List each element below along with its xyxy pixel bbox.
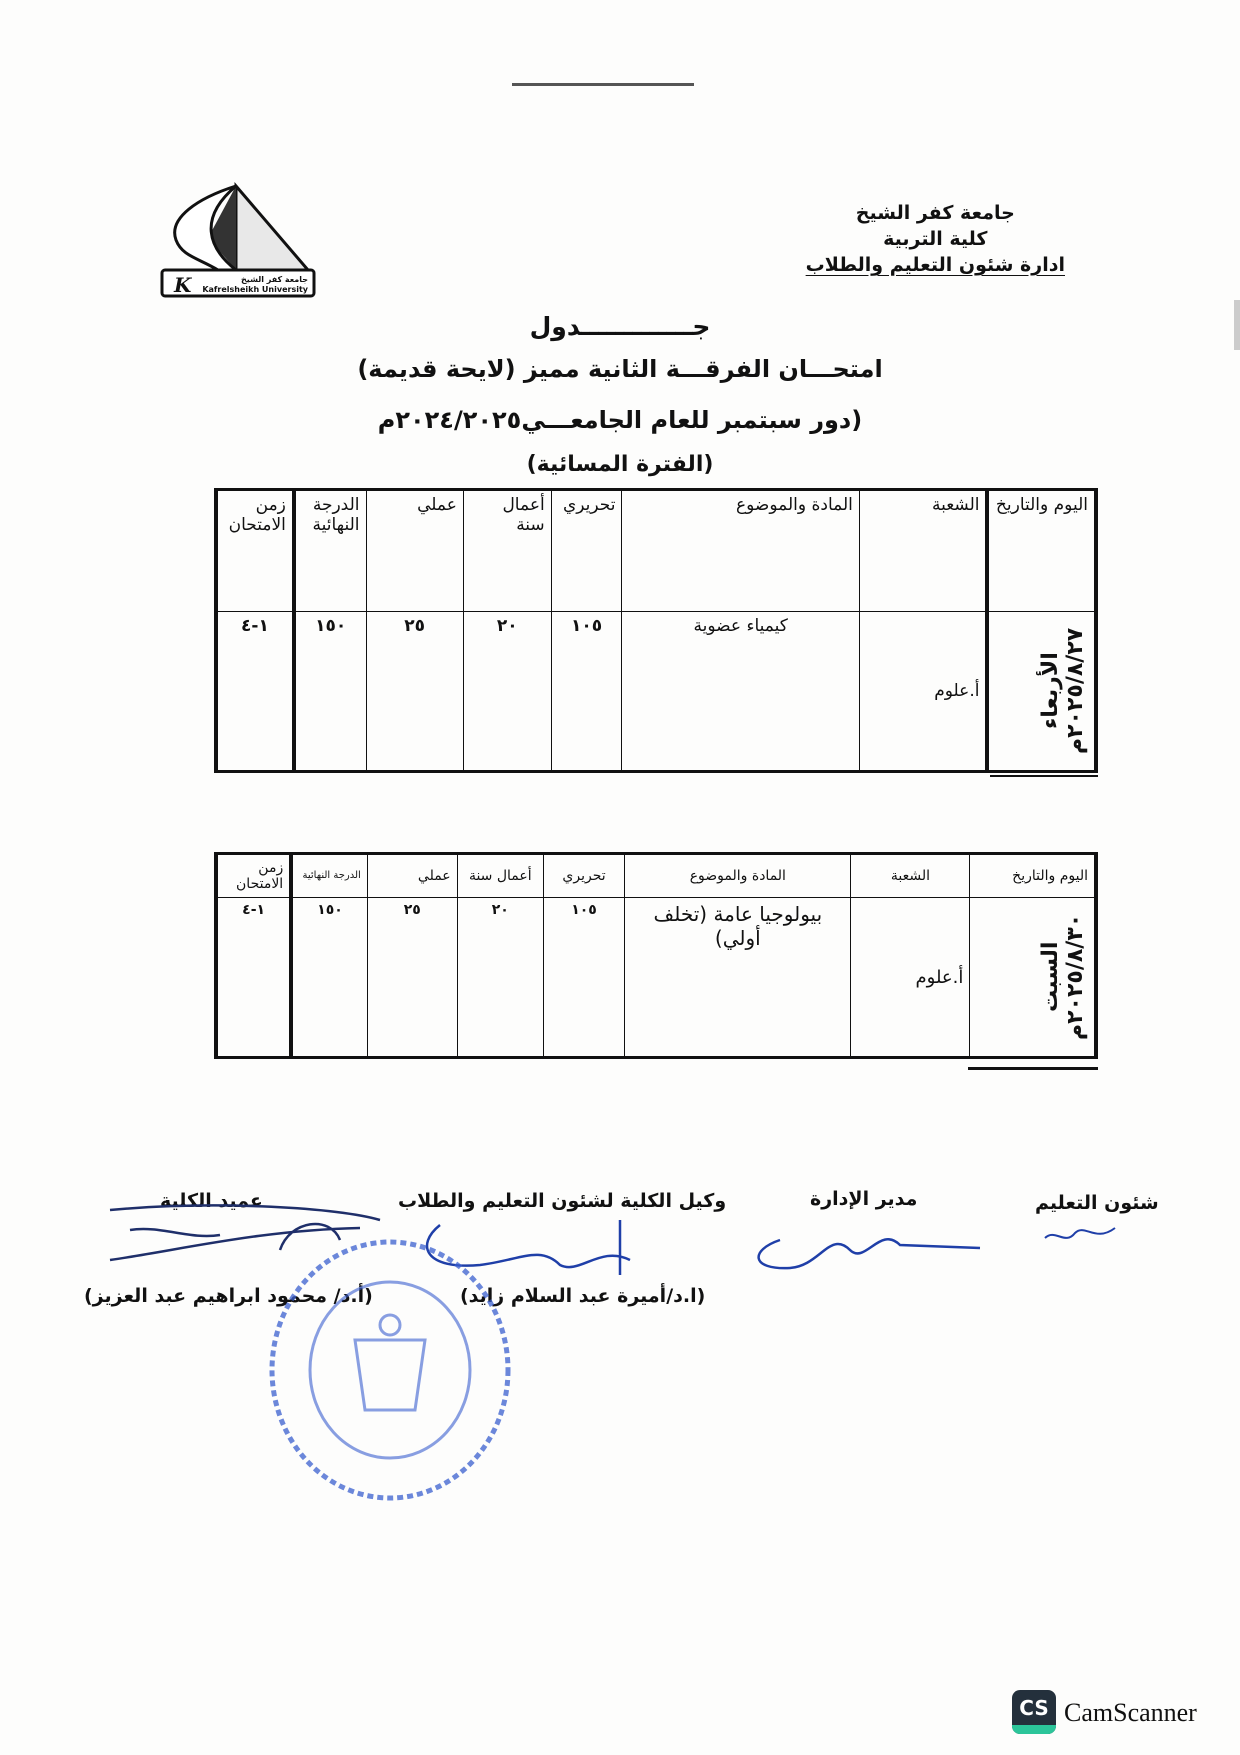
header-subject: المادة والموضوع	[625, 854, 851, 898]
cell-written: ١٠٥	[543, 898, 624, 1058]
header-coursework: أعمال سنة	[463, 490, 551, 612]
header-exam-time: زمن الامتحان	[216, 854, 291, 898]
exam-table-1	[214, 488, 1098, 773]
header-coursework: أعمال سنة	[457, 854, 543, 898]
header-written: تحريري	[543, 854, 624, 898]
department-name: ادارة شئون التعليم والطلاب	[805, 254, 1065, 276]
svg-text:K: K	[174, 273, 192, 297]
exam-title: امتحـــان الفرقـــة الثانية مميز (لايحة قديمة)	[357, 355, 883, 383]
table1-underline	[990, 775, 1098, 777]
sig-affairs-title: شئون التعليم	[1035, 1192, 1159, 1214]
header-final-grade: الدرجة النهائية	[294, 490, 366, 612]
camscanner-label: CamScanner	[1064, 1698, 1197, 1727]
table-header-row	[216, 854, 1096, 898]
svg-text:جامعة كفر الشيخ: جامعة كفر الشيخ	[241, 275, 308, 284]
university-logo	[158, 178, 320, 300]
faculty-name: كلية التربية	[883, 228, 988, 250]
header-exam-time: زمن الامتحان	[216, 490, 294, 612]
table-row	[216, 612, 1096, 772]
header-division: الشعبة	[859, 490, 987, 612]
signature-affairs-icon	[1040, 1218, 1120, 1248]
header-written: تحريري	[551, 490, 622, 612]
cell-final-grade: ١٥٠	[294, 612, 366, 772]
sig-director-title: مدير الإدارة	[810, 1188, 918, 1210]
cell-coursework: ٢٠	[457, 898, 543, 1058]
cell-day-date: السبت ٢٠٢٥/٨/٣٠م	[970, 898, 1096, 1058]
header-final-grade: الدرجة النهائية	[291, 854, 367, 898]
table-row	[216, 898, 1096, 1058]
logo-sail-icon	[158, 178, 320, 300]
sig-vice-dean-title: وكيل الكلية لشئون التعليم والطلاب	[398, 1190, 727, 1212]
header-day-date: اليوم والتاريخ	[987, 490, 1096, 612]
cell-coursework: ٢٠	[463, 612, 551, 772]
camscanner-badge-icon: CS	[1012, 1690, 1056, 1734]
doc-title: جـــــــــــــدول	[529, 312, 711, 341]
session-title: (دور سبتمبر للعام الجامعـــي٢٠٢٤/٢٠٢٥م	[377, 406, 863, 434]
official-stamp-icon	[260, 1230, 520, 1510]
cell-division: أ.علوم	[859, 612, 987, 772]
cell-practical: ٢٥	[367, 898, 457, 1058]
period-title: (الفترة المسائية)	[526, 452, 714, 477]
header-subject: المادة والموضوع	[622, 490, 859, 612]
cell-exam-time: ١-٤	[216, 898, 291, 1058]
cell-written: ١٠٥	[551, 612, 622, 772]
header-practical: عملي	[367, 854, 457, 898]
cell-subject: كيمياء عضوية	[622, 612, 859, 772]
dean-name: (أ.د/ محمود ابراهيم عبد العزيز)	[84, 1285, 373, 1307]
scan-mark	[512, 83, 694, 86]
vice-dean-name: (ا.د/أميرة عبد السلام زايد)	[460, 1285, 706, 1307]
sig-dean-title: عميد الكلية	[160, 1190, 263, 1212]
cell-final-grade: ١٥٠	[291, 898, 367, 1058]
signature-director-icon	[740, 1210, 990, 1280]
exam-table-2	[214, 852, 1098, 1059]
svg-text:Kafrelsheikh University: Kafrelsheikh University	[202, 285, 308, 294]
header-practical: عملي	[366, 490, 463, 612]
table2-underline	[968, 1067, 1098, 1070]
header-division: الشعبة	[851, 854, 970, 898]
university-name: جامعة كفر الشيخ	[855, 202, 1015, 224]
cell-subject: بيولوجيا عامة (تخلف أولي)	[625, 898, 851, 1058]
cell-day-date: الأربعاء ٢٠٢٥/٨/٢٧م	[987, 612, 1096, 772]
table-header-row	[216, 490, 1096, 612]
cell-exam-time: ١-٤	[216, 612, 294, 772]
cell-practical: ٢٥	[366, 612, 463, 772]
cell-division: أ.علوم	[851, 898, 970, 1058]
header-day-date: اليوم والتاريخ	[970, 854, 1096, 898]
institution-header	[806, 200, 1065, 278]
